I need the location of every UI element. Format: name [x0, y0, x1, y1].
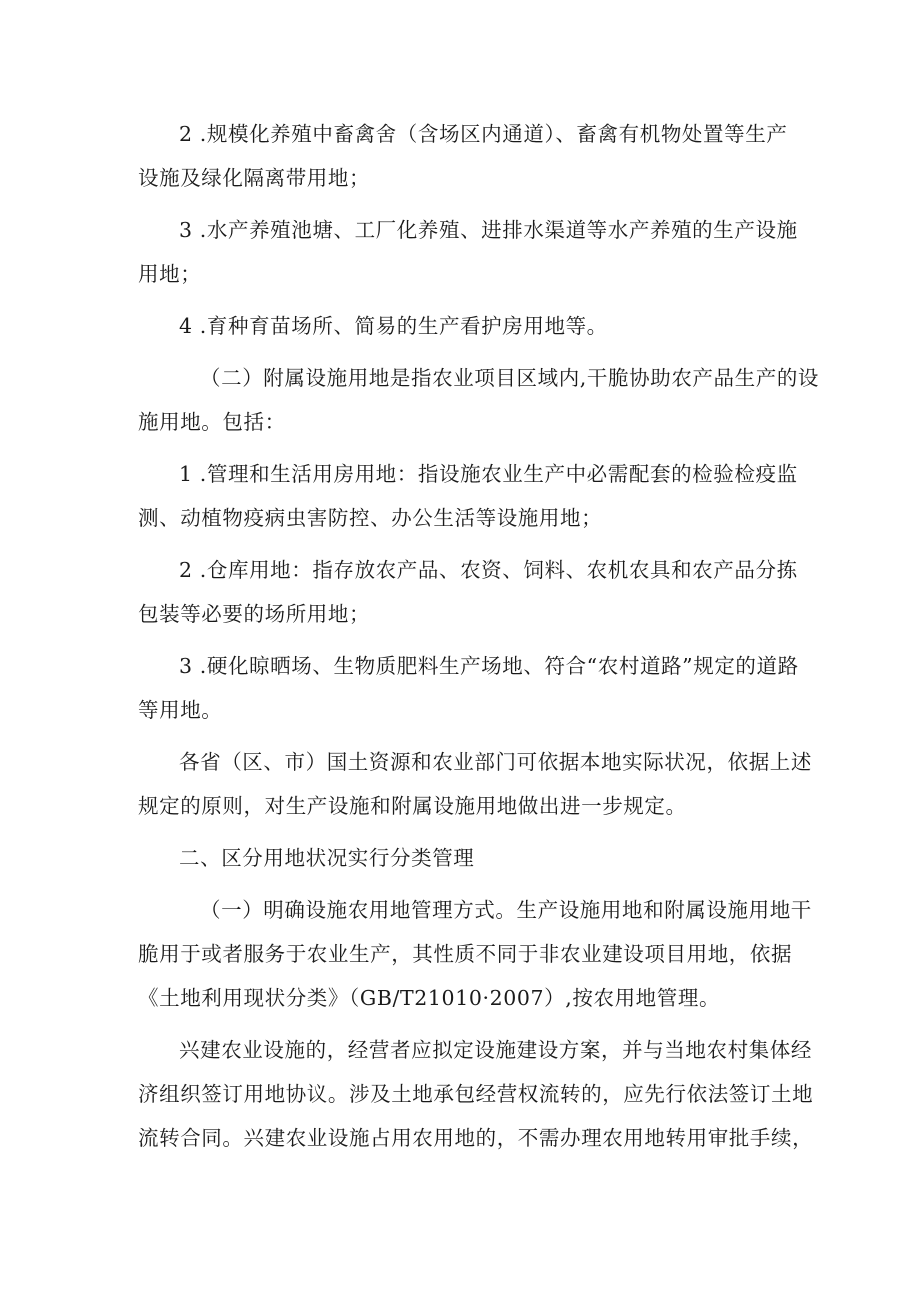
text-line: 等用地。: [138, 698, 223, 722]
text-line: （二）附属设施用地是指农业项目区域内,干脆协助农产品生产的设: [200, 366, 820, 390]
text-line: 4 .育种育苗场所、简易的生产看护房用地等。: [179, 314, 608, 338]
text-line: 流转合同。兴建农业设施占用农用地的，不需办理农用地转用审批手续，: [138, 1126, 814, 1150]
text-line: 施用地。包括：: [138, 410, 286, 434]
text-line: 2 .规模化养殖中畜禽舍（含场区内通道）、畜禽有机物处置等生产: [179, 122, 788, 146]
text-line: 用地；: [138, 262, 202, 286]
text-line: （一）明确设施农用地管理方式。生产设施用地和附属设施用地干: [200, 898, 812, 922]
text-line: 兴建农业设施的，经营者应拟定设施建设方案，并与当地农村集体经: [179, 1038, 812, 1062]
document-body: [138, 112, 820, 1160]
text-line: 包装等必要的场所用地；: [138, 602, 371, 626]
section-heading: 二、区分用地状况实行分类管理: [179, 846, 475, 870]
text-line: 规定的原则，对生产设施和附属设施用地做出进一步规定。: [138, 794, 687, 818]
text-line: 《土地利用现状分类》（GB/T21010·2007）,按农用地管理。: [138, 986, 721, 1010]
text-line: 设施及绿化隔离带用地；: [138, 166, 371, 190]
text-line: 1 .管理和生活用房用地：指设施农业生产中必需配套的检验检疫监: [179, 462, 798, 486]
text-line: 2 .仓库用地：指存放农产品、农资、饲料、农机农具和农产品分拣: [179, 558, 798, 582]
text-line: 脆用于或者服务于农业生产，其性质不同于非农业建设项目用地，依据: [138, 942, 793, 966]
text-line: 3 .硬化晾晒场、生物质肥料生产场地、符合“农村道路”规定的道路: [179, 654, 799, 678]
text-line: 各省（区、市）国土资源和农业部门可依据本地实际状况，依据上述: [179, 750, 812, 774]
text-line: 测、动植物疫病虫害防控、办公生活等设施用地；: [138, 506, 603, 530]
text-line: 3 .水产养殖池塘、工厂化养殖、进排水渠道等水产养殖的生产设施: [179, 218, 798, 242]
text-line: 济组织签订用地协议。涉及土地承包经营权流转的，应先行依法签订土地: [138, 1082, 814, 1106]
